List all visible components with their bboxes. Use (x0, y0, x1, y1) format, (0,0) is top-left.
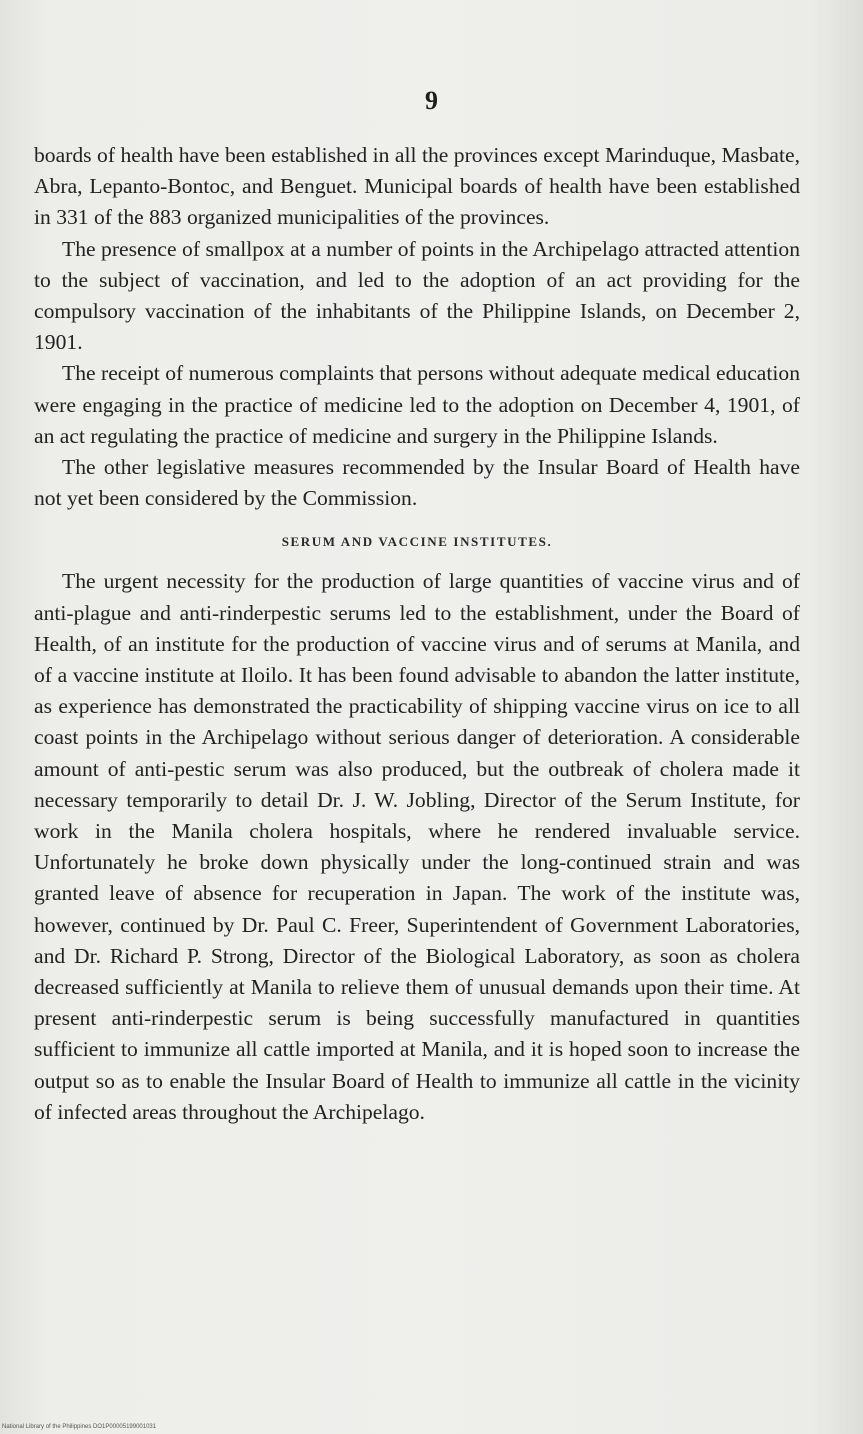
paragraph-4: The other legislative measures recommended by the Insular Board of Health have not yet been considered by the Commission. (34, 455, 800, 511)
paragraph-1: boards of health have been established in all the provinces except Marinduque, Masbate, Abra, Lepanto-Bontoc, and Benguet. Municipal boards of health have been established in 331 of the 883 organized municipalities of the provinces. (34, 143, 800, 230)
paragraph-3: The receipt of numerous complaints that persons without adequate medical education were engaging in the practice of medicine led to the adoption on December 4, 1901, of an act regulating the practice of medicine and surgery in the Philippine Islands. (34, 361, 800, 448)
paragraph-2: The presence of smallpox at a number of points in the Archipelago attracted attention to the subject of vaccination, and led to the adoption of an act providing for the compulsory vaccination of the inhabitants of the Philippine Islands, on December 2, 1901. (34, 236, 800, 355)
section-paragraph: The urgent necessity for the production of large quantities of vaccine virus and of anti-plague and anti-rinderpestic serums led to the establishment, under the Board of Health, of an institute for the production of vaccine virus and of serums at Manila, and of a vaccine institute at Iloilo. It has been found advisable to abandon the latter institute, as experience has demonstrated the practicability of shipping vaccine virus on ice to all coast points in the Archipelago without serious danger of deterioration. A considerable amount of anti-pestic serum was also produced, but the outbreak of cholera made it necessary temporarily to detail Dr. J. W. Jobling, Director of the Serum Institute, for work in the Manila cholera hospitals, where he rendered invaluable service. Unfortunately he broke down physically under the long-continued strain and was granted leave of absence for recuperation in Japan. The work of the institute was, however, continued by Dr. Paul C. Freer, Superintendent of Government Laboratories, and Dr. Richard P. Strong, Director of the Biological Laboratory, as soon as cholera decreased sufficiently at Manila to relieve them of unusual demands upon their time. At present anti-rinderpestic serum is being successfully manufactured in quantities sufficient to immunize all cattle imported at Manila, and it is hoped soon to increase the output so as to enable the Insular Board of Health to immunize all cattle in the vicinity of infected areas throughout the Archipelago. (34, 569, 800, 1124)
body-text (34, 140, 800, 1128)
section-heading: SERUM AND VACCINE INSTITUTES. (281, 534, 553, 550)
scan-footer: National Library of the Philippines DO1P00005199001031 (2, 1424, 157, 1430)
page-number: 9 (425, 86, 438, 115)
